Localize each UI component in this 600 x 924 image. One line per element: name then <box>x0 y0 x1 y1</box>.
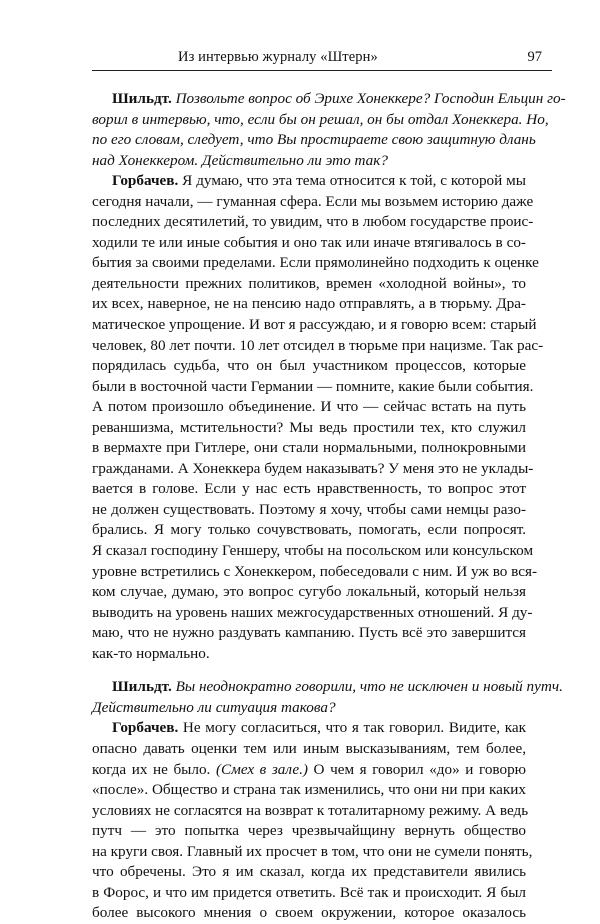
page-header <box>92 45 552 71</box>
text-line: в вермахте при Гитлере, они стали нормальными, полнокровными <box>92 439 526 457</box>
speaker-name: Горбачев. <box>112 172 179 190</box>
text-line: порядилась судьба, что он был участником процессов, которые <box>92 357 526 375</box>
text-line: выводить на уровень наших межгосударственных отношений. Я ду- <box>92 603 533 621</box>
text-line: Действительно ли ситуация такова? <box>92 698 336 716</box>
stage-remark: (Смех в зале.) <box>215 760 308 778</box>
text-line: были в восточной части Германии — помните, какие были события. <box>92 377 534 395</box>
text-line: «после». Общество и страна так изменились, что они ни при каких <box>92 781 526 799</box>
speaker-name: Шильдт. <box>112 90 172 107</box>
text-line: путч — это попытка через чрезвычайщину вернуть общество <box>92 822 526 840</box>
paragraph-answer <box>92 718 533 923</box>
page-number: 97 <box>527 49 542 65</box>
paragraph-answer <box>92 171 544 664</box>
text-line: что обречены. Это я им сказал, когда их представители явились <box>92 863 526 881</box>
text-line: ворил в интервью, что, если бы он решал, он бы отдал Хонеккера. Но, <box>92 110 549 128</box>
paragraph-question <box>92 677 563 718</box>
text-line <box>92 718 526 739</box>
text-line: вается в голове. Если у нас есть нравственность, то вопрос этот <box>92 480 526 498</box>
text-line: матическое упрощение. И вот я рассуждаю, и я говорю всем: старый <box>92 316 537 334</box>
text-line: не должен существовать. Поэтому я хочу, чтобы сами немцы разо- <box>92 500 526 518</box>
text-line: более высокого мнения о своем окружении, которое оказалось <box>92 904 526 922</box>
text-line: на круги своя. Главный их просчет в том, что они не сумели понять, <box>92 842 533 860</box>
text-line: в Форос, и что им придется ответить. Всё так и происходит. Я был <box>92 883 526 901</box>
answer-text: Я думаю, что эта тема относится к той, с которой мы <box>182 172 526 190</box>
text-line: реваншизма, мстительности? Мы ведь простили тех, кто служил <box>92 418 526 436</box>
text-line <box>92 677 563 698</box>
text-line: гражданами. А Хонеккера будем наказывать? У меня это не уклады- <box>92 459 534 477</box>
text-line: по его словам, следует, что Вы простираете свою защитную длань <box>92 131 536 149</box>
text-line: последних десятилетий, то увидим, что в любом государстве проис- <box>92 213 534 231</box>
question-text: Позвольте вопрос об Эрихе Хонеккере? Господин Ельцин го- <box>175 90 566 107</box>
text-line <box>92 89 566 110</box>
speaker-name: Шильдт. <box>112 678 172 696</box>
text-line: человек, 80 лет почти. 10 лет отсидел в тюрьме при нацизме. Так рас- <box>92 336 544 354</box>
text-line: деятельности прежних политиков, времен «холодной войны», то <box>92 274 526 292</box>
text-line: условиях не согласятся на возврат к тоталитарному режиму. А ведь <box>92 801 529 819</box>
header-rule <box>92 70 552 71</box>
text-line: опасно давать оценки тем или иным высказываниям, тем более, <box>92 739 526 757</box>
answer-text: Не могу согласиться, что я так говорил. Видите, как <box>182 719 526 737</box>
paragraph-question <box>92 89 566 171</box>
text-line: ходили те или иные события и оно так или иначе втягивалось в со- <box>92 233 526 251</box>
text-line: их всех, наверное, не на пенсию надо отправлять, а в тюрьму. Дра- <box>92 295 526 313</box>
text-line: ком случае, думаю, это вопрос сугубо локальный, который нельзя <box>92 583 526 601</box>
question-text: Вы неоднократно говорили, что не исключен и новый путч. <box>175 678 563 696</box>
text-line <box>92 760 526 781</box>
page-text <box>92 89 566 924</box>
text-line: А потом произошло объединение. И что — сейчас встать на путь <box>92 398 526 416</box>
running-title: Из интервью журналу «Штерн» <box>178 49 378 65</box>
paragraph-gap <box>92 664 526 677</box>
answer-text: когда их не было. <box>92 760 211 778</box>
text-line: уровне встретились с Хонеккером, побеседовали с ним. И уж во вся- <box>92 562 538 580</box>
text-line: бытия за своими пределами. Если прямолинейно подходить к оценке <box>92 254 539 272</box>
speaker-name: Горбачев. <box>112 719 179 737</box>
text-line: над Хонеккером. Действительно ли это так? <box>92 151 388 169</box>
text-line: брались. Я могу только сочувствовать, помогать, если попросят. <box>92 521 526 539</box>
answer-text: О чем я говорил «до» и говорю <box>313 760 527 778</box>
text-line <box>92 171 526 192</box>
text-line: как-то нормально. <box>92 644 210 662</box>
text-line: маю, что не нужно раздувать кампанию. Пусть всё это завершится <box>92 624 526 642</box>
text-line: сегодня начали, — гуманная сфера. Если мы возьмем историю даже <box>92 192 534 210</box>
text-line: Я сказал господину Геншеру, чтобы на посольском или консульском <box>92 542 534 560</box>
